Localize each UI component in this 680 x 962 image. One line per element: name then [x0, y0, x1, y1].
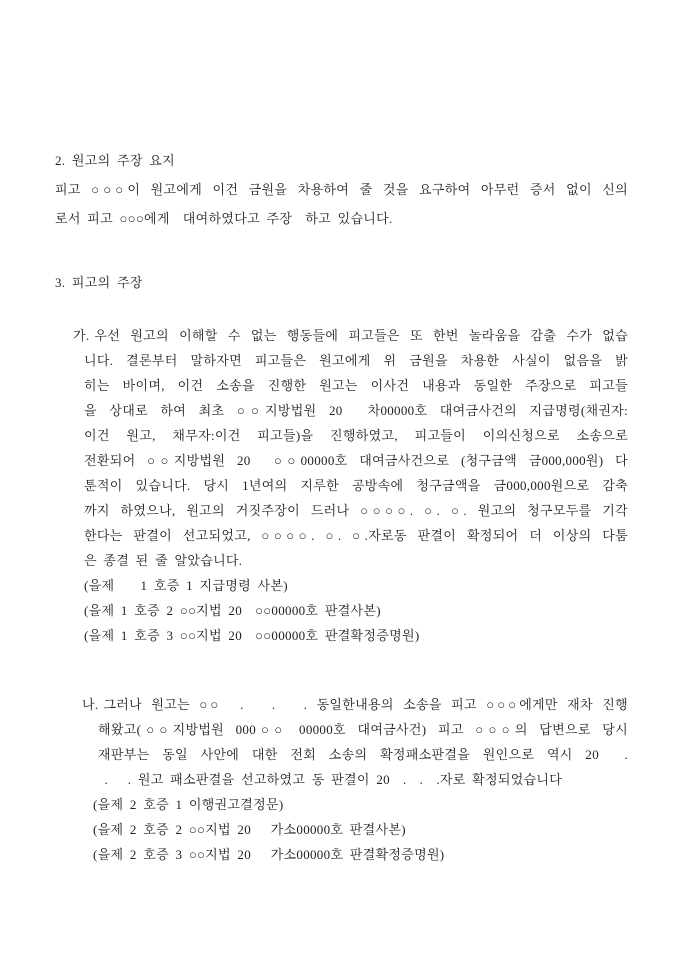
paragraph-line: 은 종결 된 줄 알았습니다. — [84, 553, 243, 568]
exhibit-line: (을제 1 호증 1 지급명령 사본) — [84, 578, 288, 593]
paragraph-line: 한다는 판결이 선고되었고, ○○○○. ○. ○.자로동 판결이 확정되어 더 이상의 다툼 — [84, 528, 628, 543]
paragraph-line: 로서 피고 ○○○에게 대여하였다고 주장 하고 있습니다. — [55, 211, 393, 226]
paragraph-line: 전환되어 ○○지방법원 20 ○○00000호 대여금사건으로 (청구금액 금000,000원) 다 — [84, 453, 628, 468]
paragraph-line: 까지 하였으나, 원고의 거짓주장이 드러나 ○○○○. ○. ○. 원고의 청구모두를 기각 — [84, 503, 628, 518]
item-label: 나. — [82, 697, 99, 712]
paragraph-line: 툰적이 있습니다. 당시 1년여의 지루한 공방속에 청구금액을 금000,000원으로 감축 — [84, 478, 628, 493]
subsection-ga — [73, 323, 628, 648]
exhibit-line: (을제 2 호증 2 ○○지법 20 가소00000호 판결사본) — [93, 822, 406, 837]
paragraph-line: 재판부는 동일 사안에 대한 전회 소송의 확정패소판결을 원인으로 역시 20 . — [98, 747, 628, 762]
section-heading: 3. 피고의 주장 — [55, 275, 143, 290]
subsection-na — [82, 692, 628, 867]
paragraph-line: 해왔고(○○지방법원 000○○ 00000호 대여금사건) 피고 ○○○의 답변으로 당시 — [98, 722, 628, 737]
paragraph-text: 그러나 원고는 ○○ . . . 동일한내용의 소송을 피고 ○○○에게만 재차 진행 — [103, 697, 628, 712]
paragraph-line: 을 상대로 하여 최초 ○○지방법원 20 차00000호 대여금사건의 지급명령(채권자: — [84, 403, 628, 418]
item-label: 가. — [73, 328, 90, 343]
paragraph-line: 이건 원고, 채무자:이건 피고들)을 진행하였고, 피고들이 이의신청으로 소송으로 — [84, 428, 628, 443]
exhibit-line: (을제 1 호증 2 ○○지법 20 ○○00000호 판결사본) — [84, 603, 381, 618]
exhibit-line: (을제 2 호증 1 이행권고결정문) — [93, 797, 284, 812]
paragraph-line — [73, 323, 628, 348]
section-heading: 2. 원고의 주장 요지 — [55, 153, 176, 168]
paragraph-line: 히는 바이며, 이건 소송을 진행한 원고는 이사건 내용과 동일한 주장으로 피고들 — [84, 378, 628, 393]
exhibit-line: (을제 1 호증 3 ○○지법 20 ○○00000호 판결확정증명원) — [84, 628, 420, 643]
defendant-claim-heading — [55, 270, 628, 295]
paragraph-text: 우선 원고의 이해할 수 없는 행동들에 피고들은 또 한번 놀라움을 감출 수가 없습 — [94, 328, 628, 343]
exhibit-line: (을제 2 호증 3 ○○지법 20 가소00000호 판결확정증명원) — [93, 847, 445, 862]
paragraph-line — [82, 692, 628, 717]
plaintiff-claim-section — [55, 146, 628, 233]
paragraph-line: . . 원고 패소판결을 선고하였고 동 판결이 20 . . .자로 확정되었습니다 — [98, 772, 563, 787]
paragraph-line: 니다. 결론부터 말하자면 피고들은 원고에게 위 금원을 차용한 사실이 없음을 밝 — [84, 353, 628, 368]
paragraph-line: 피고 ○○○이 원고에게 이건 금원을 차용하여 줄 것을 요구하여 아무런 증서 없이 신의 — [55, 182, 628, 197]
